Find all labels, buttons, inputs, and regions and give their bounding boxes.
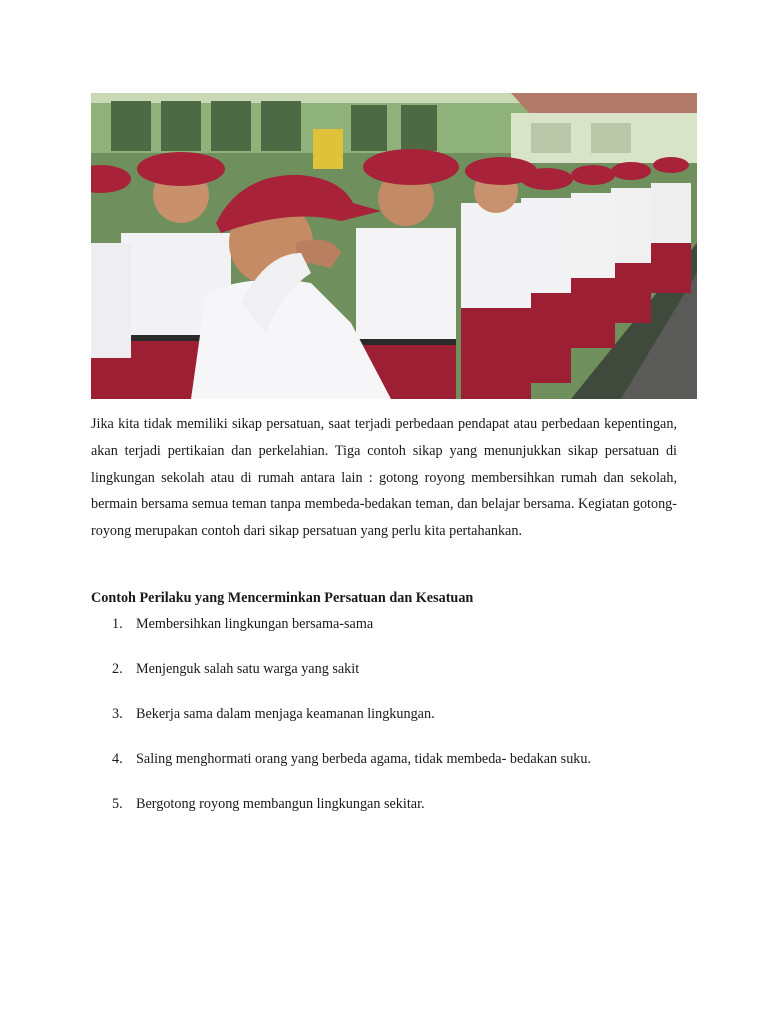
list-item [91,659,691,704]
list-item [91,614,691,659]
list-item-text: Menjenguk salah satu warga yang sakit [136,661,360,677]
students-saluting-photo [91,93,697,399]
list-item-number: 1. [112,616,123,632]
list-item-number: 2. [112,661,123,677]
list-item [91,749,691,794]
list-item-text: Saling menghormati orang yang berbeda agama, tidak membeda- bedakan suku. [136,751,592,767]
list-item-text: Membersihkan lingkungan bersama-sama [136,616,374,632]
behavior-list [91,614,691,839]
list-item-number: 5. [112,796,123,812]
section-heading: Contoh Perilaku yang Mencerminkan Persatuan dan Kesatuan [91,590,474,606]
list-item [91,704,691,749]
list-item-number: 3. [112,706,123,722]
list-item-text: Bergotong royong membangun lingkungan sekitar. [136,796,425,812]
list-item [91,794,691,839]
list-item-number: 4. [112,751,123,767]
photo-illustration [91,93,697,399]
body-paragraph: Jika kita tidak memiliki sikap persatuan, saat terjadi perbedaan pendapat atau perbedaan kepentingan, akan terjadi pertikaian dan perkelahian. Tiga contoh sikap yang menunjukkan sikap persatuan di lingkungan sekolah atau di rumah antara lain : gotong royong membersihkan rumah dan sekolah, bermain bersama semua teman tanpa membeda-bedakan teman, dan belajar bersama. Kegiatan gotong-royong merupakan contoh dari sikap persatuan yang perlu kita pertahankan. [91,416,677,540]
list-item-text: Bekerja sama dalam menjaga keamanan lingkungan. [136,706,435,722]
